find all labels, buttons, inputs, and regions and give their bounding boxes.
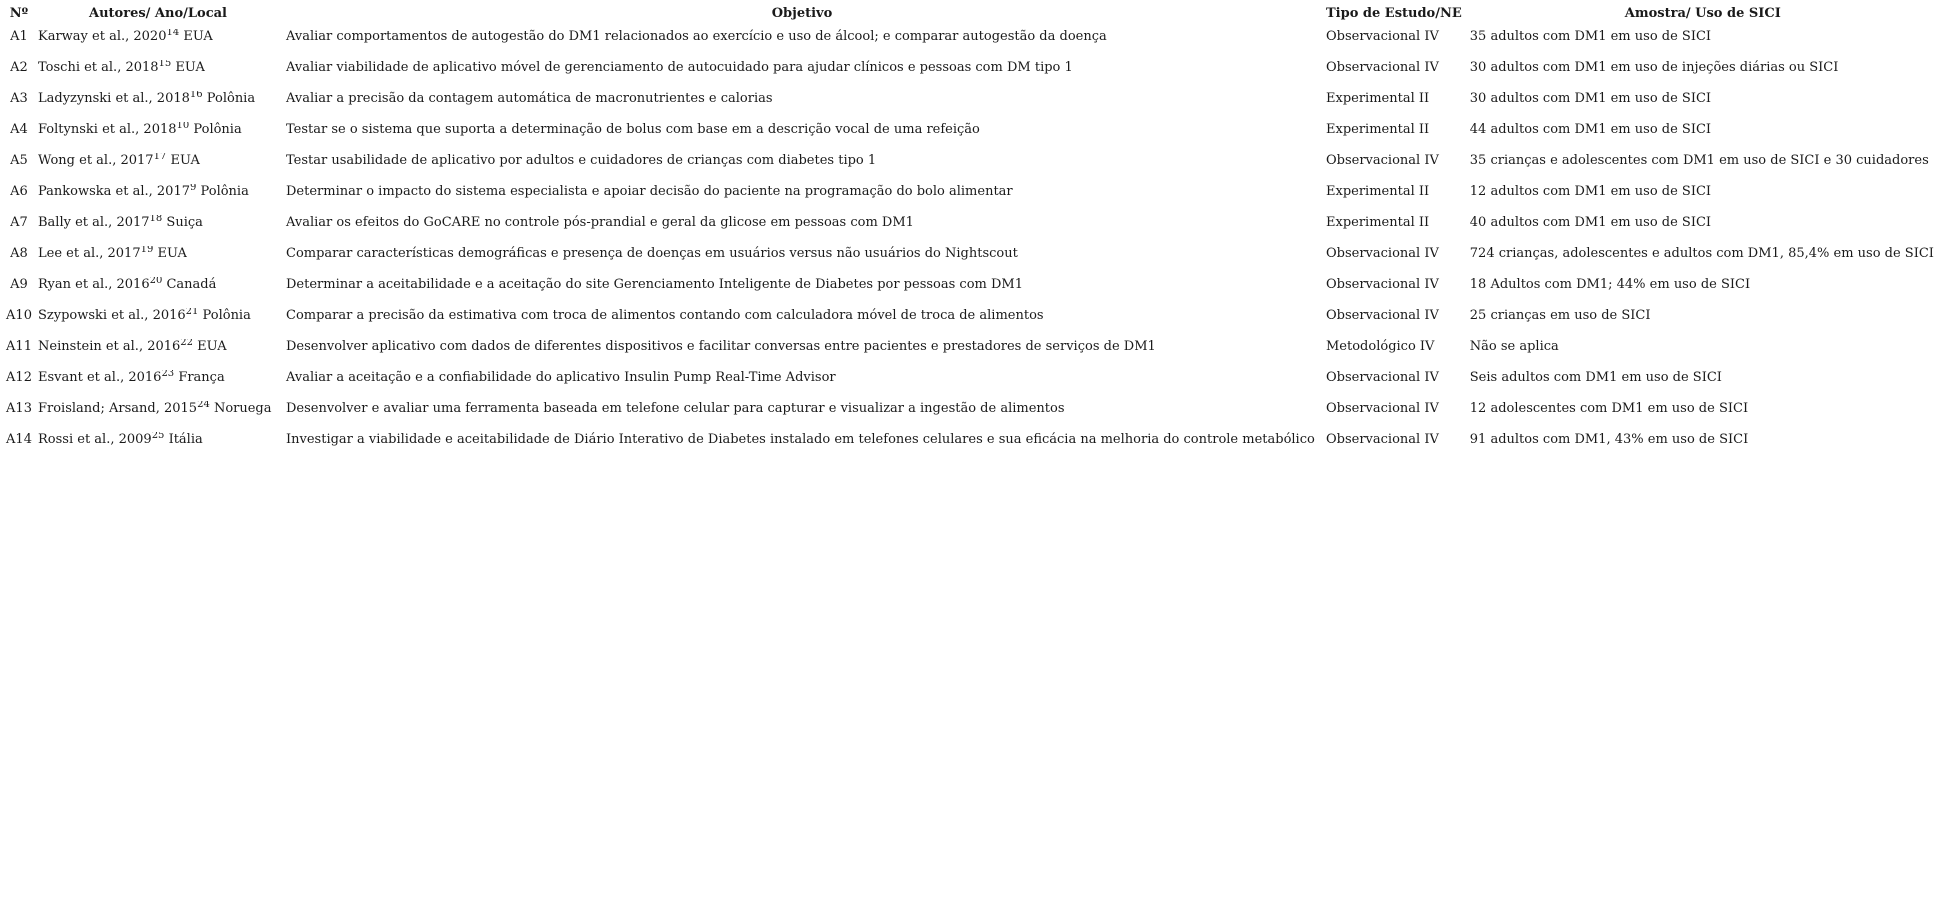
row-id: A11: [6, 339, 32, 354]
row-authors: [34, 246, 282, 277]
author-location: EUA: [170, 153, 200, 168]
row-id: A9: [10, 277, 28, 292]
table-row: [4, 370, 1940, 401]
row-study-type: Observacional IV: [1326, 432, 1439, 447]
row-id: A10: [6, 308, 32, 323]
author-location: EUA: [183, 29, 213, 44]
table-row: [4, 60, 1940, 91]
row-objective: Avaliar comportamentos de autogestão do DM1 relacionados ao exercício e uso de álcool; e comparar autogestão da doença: [286, 29, 1107, 44]
row-sample: 12 adultos com DM1 em uso de SICI: [1469, 184, 1712, 199]
row-authors: [34, 153, 282, 184]
author-name: Wong et al., 2017: [38, 153, 154, 168]
row-study-type: Observacional IV: [1326, 370, 1439, 385]
header-objective: Objetivo: [771, 6, 833, 21]
author-name: Foltynski et al., 2018: [38, 122, 177, 137]
row-sample: 18 Adultos com DM1; 44% em uso de SICI: [1469, 277, 1751, 292]
table-body: [4, 29, 1940, 463]
row-authors: [34, 91, 282, 122]
row-id: A6: [10, 184, 28, 199]
row-id: A1: [10, 29, 28, 44]
row-sample: 724 crianças, adolescentes e adultos com DM1, 85,4% em uso de SICI: [1469, 246, 1934, 261]
row-authors: [34, 370, 282, 401]
row-id: A3: [10, 91, 28, 106]
row-study-type: Observacional IV: [1326, 246, 1439, 261]
reference-number: 18: [149, 215, 163, 224]
row-sample: 44 adultos com DM1 em uso de SICI: [1469, 122, 1712, 137]
row-objective: Avaliar viabilidade de aplicativo móvel de gerenciamento de autocuidado para ajudar clínicos e pessoas com DM tipo 1: [286, 60, 1073, 75]
reference-number: 23: [161, 370, 175, 379]
table-row: [4, 122, 1940, 153]
table-row: [4, 29, 1940, 60]
row-objective: Determinar o impacto do sistema especialista e apoiar decisão do paciente na programação do bolo alimentar: [286, 184, 1013, 199]
row-id: A12: [6, 370, 32, 385]
table-row: [4, 215, 1940, 246]
reference-number: 9: [190, 184, 197, 193]
row-study-type: Experimental II: [1326, 184, 1430, 199]
row-id: A14: [6, 432, 32, 447]
row-objective: Comparar características demográficas e presença de doenças em usuários versus não usuários do Nightscout: [286, 246, 1018, 261]
reference-number: 10: [176, 122, 190, 131]
author-location: Suiça: [166, 215, 203, 230]
row-study-type: Observacional IV: [1326, 277, 1439, 292]
author-name: Esvant et al., 2016: [38, 370, 162, 385]
table-row: [4, 277, 1940, 308]
row-id: A8: [10, 246, 28, 261]
author-name: Rossi et al., 2009: [38, 432, 152, 447]
row-id: A5: [10, 153, 28, 168]
author-name: Froisland; Arsand, 2015: [38, 401, 198, 416]
row-study-type: Observacional IV: [1326, 29, 1439, 44]
author-name: Lee et al., 2017: [38, 246, 141, 261]
reference-number: 20: [149, 277, 163, 286]
row-authors: [34, 308, 282, 339]
row-study-type: Experimental II: [1326, 122, 1430, 137]
author-name: Toschi et al., 2018: [38, 60, 159, 75]
row-objective: Testar se o sistema que suporta a determinação de bolus com base em a descrição vocal de uma refeição: [286, 122, 980, 137]
row-study-type: Experimental II: [1326, 91, 1430, 106]
row-sample: 40 adultos com DM1 em uso de SICI: [1469, 215, 1712, 230]
row-objective: Investigar a viabilidade e aceitabilidade de Diário Interativo de Diabetes instalado em telefones celulares e sua eficácia na melhoria do controle metabólico: [286, 432, 1315, 447]
table-header-row: [4, 6, 1940, 29]
row-sample: 91 adultos com DM1, 43% em uso de SICI: [1469, 432, 1749, 447]
table-row: [4, 308, 1940, 339]
header-num: Nº: [9, 6, 29, 21]
reference-number: 16: [189, 91, 203, 100]
reference-number: 25: [151, 432, 165, 441]
row-objective: Desenvolver e avaliar uma ferramenta baseada em telefone celular para capturar e visualizar a ingestão de alimentos: [286, 401, 1065, 416]
table-row: [4, 153, 1940, 184]
row-authors: [34, 339, 282, 370]
row-sample: Seis adultos com DM1 em uso de SICI: [1469, 370, 1722, 385]
row-authors: [34, 277, 282, 308]
row-authors: [34, 184, 282, 215]
author-location: França: [178, 370, 225, 385]
table-row: [4, 401, 1940, 432]
author-name: Ladyzynski et al., 2018: [38, 91, 190, 106]
row-authors: [34, 122, 282, 153]
row-study-type: Observacional IV: [1326, 60, 1439, 75]
author-location: Canadá: [166, 277, 217, 292]
header-sample: Amostra/ Uso de SICI: [1624, 6, 1781, 21]
row-objective: Comparar a precisão da estimativa com troca de alimentos contando com calculadora móvel de troca de alimentos: [286, 308, 1044, 323]
row-authors: [34, 401, 282, 432]
row-objective: Desenvolver aplicativo com dados de diferentes dispositivos e facilitar conversas entre pacientes e prestadores de serviços de DM1: [286, 339, 1156, 354]
row-id: A4: [10, 122, 28, 137]
author-name: Szypowski et al., 2016: [38, 308, 186, 323]
author-location: Polônia: [193, 122, 242, 137]
row-study-type: Metodológico IV: [1326, 339, 1435, 354]
reference-number: 24: [197, 401, 210, 410]
author-name: Karway et al., 2020: [38, 29, 167, 44]
row-authors: [34, 60, 282, 91]
row-authors: [34, 29, 282, 60]
table-row: [4, 91, 1940, 122]
row-sample: 30 adultos com DM1 em uso de SICI: [1469, 91, 1712, 106]
row-id: A13: [6, 401, 32, 416]
author-location: Noruega: [213, 401, 272, 416]
header-study-type: Tipo de Estudo/NE: [1326, 6, 1462, 21]
row-sample: 12 adolescentes com DM1 em uso de SICI: [1469, 401, 1749, 416]
table-row: [4, 246, 1940, 277]
row-authors: [34, 432, 282, 463]
reference-number: 15: [158, 60, 172, 69]
row-study-type: Experimental II: [1326, 215, 1430, 230]
row-id: A2: [10, 60, 28, 75]
table-row: [4, 184, 1940, 215]
row-sample: Não se aplica: [1469, 339, 1559, 354]
row-sample: 35 crianças e adolescentes com DM1 em uso de SICI e 30 cuidadores: [1469, 153, 1929, 168]
row-objective: Avaliar a aceitação e a confiabilidade do aplicativo Insulin Pump Real-Time Advisor: [286, 370, 836, 385]
row-sample: 25 crianças em uso de SICI: [1469, 308, 1651, 323]
row-id: A7: [10, 215, 28, 230]
header-authors: Autores/ Ano/Local: [89, 6, 227, 21]
row-objective: Determinar a aceitabilidade e a aceitação do site Gerenciamento Inteligente de Diabetes por pessoas com DM1: [286, 277, 1023, 292]
row-objective: Avaliar a precisão da contagem automática de macronutrientes e calorias: [286, 91, 773, 106]
row-objective: Avaliar os efeitos do GoCARE no controle pós-prandial e geral da glicose em pessoas com DM1: [286, 215, 914, 230]
author-location: EUA: [157, 246, 187, 261]
row-sample: 30 adultos com DM1 em uso de injeções diárias ou SICI: [1469, 60, 1839, 75]
reference-number: 22: [180, 339, 194, 348]
row-sample: 35 adultos com DM1 em uso de SICI: [1469, 29, 1712, 44]
author-location: Polônia: [200, 184, 249, 199]
row-objective: Testar usabilidade de aplicativo por adultos e cuidadores de crianças com diabetes tipo 1: [286, 153, 877, 168]
author-location: EUA: [197, 339, 227, 354]
row-study-type: Observacional IV: [1326, 153, 1439, 168]
author-location: Polônia: [206, 91, 256, 106]
author-location: Polônia: [202, 308, 251, 323]
author-location: Itália: [168, 432, 203, 447]
reference-number: 17: [153, 153, 167, 162]
reference-number: 14: [166, 29, 180, 38]
author-location: EUA: [175, 60, 205, 75]
author-name: Pankowska et al., 2017: [38, 184, 190, 199]
row-study-type: Observacional IV: [1326, 308, 1439, 323]
reference-number: 19: [140, 246, 154, 255]
row-study-type: Observacional IV: [1326, 401, 1439, 416]
studies-table: [4, 6, 1940, 463]
row-authors: [34, 215, 282, 246]
table-row: [4, 339, 1940, 370]
author-name: Neinstein et al., 2016: [38, 339, 181, 354]
author-name: Bally et al., 2017: [38, 215, 150, 230]
table-row: [4, 432, 1940, 463]
reference-number: 21: [185, 308, 199, 317]
author-name: Ryan et al., 2016: [38, 277, 150, 292]
